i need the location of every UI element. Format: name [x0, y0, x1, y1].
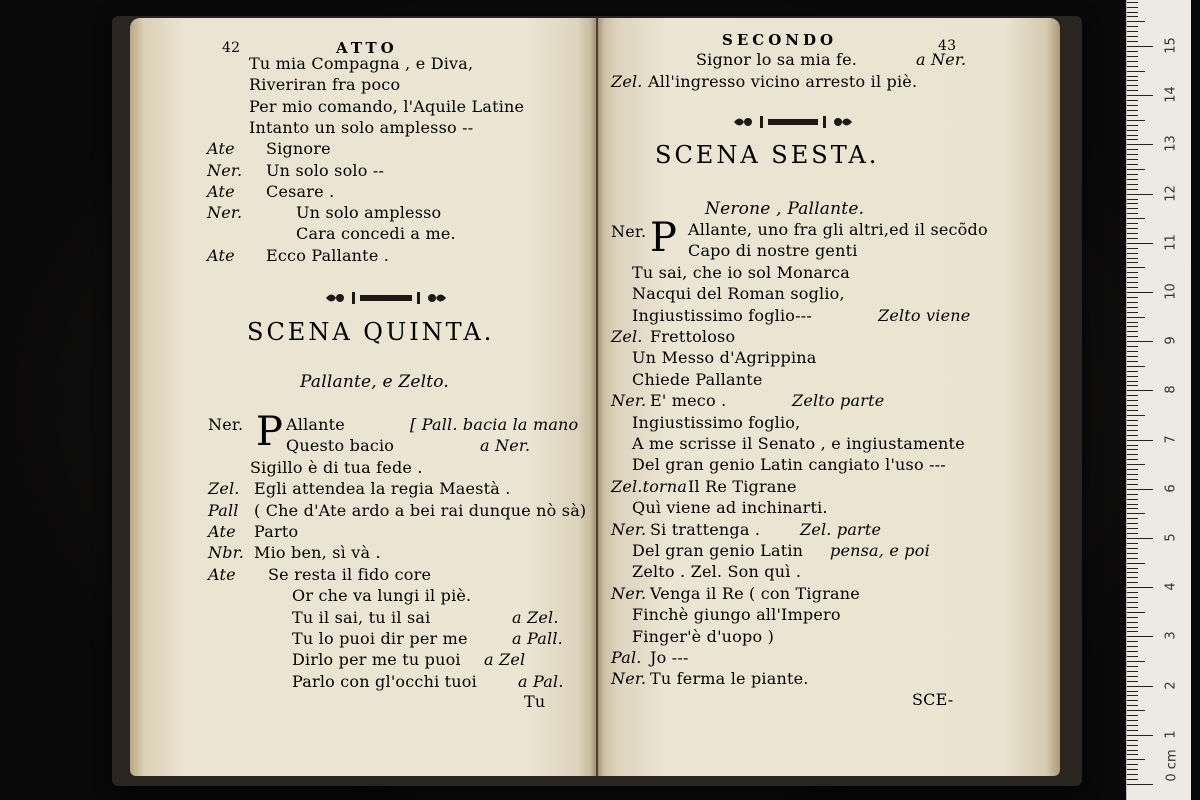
stage-direction: pensa, e poi: [830, 541, 930, 560]
ruler-tick: [1127, 203, 1138, 204]
ruler-tick: [1127, 538, 1153, 539]
ruler-tick: [1127, 135, 1138, 136]
ruler-tick: [1127, 164, 1138, 165]
ruler-tick: [1127, 504, 1138, 505]
speaker-label: Pal.: [611, 648, 642, 667]
ruler-tick: [1127, 528, 1138, 529]
ruler-tick: [1127, 784, 1153, 785]
ruler-tick: [1127, 272, 1138, 273]
ruler-tick: [1127, 681, 1138, 682]
ruler-tick: [1127, 80, 1138, 81]
drop-cap: P: [256, 409, 283, 455]
ruler-tick: [1127, 282, 1138, 283]
ruler-tick: [1127, 410, 1138, 411]
speaker-label: Zel.: [611, 327, 643, 346]
ruler-tick: [1127, 385, 1138, 386]
ruler-tick: [1127, 582, 1138, 583]
ruler-tick: [1127, 469, 1138, 470]
ruler-tick: [1127, 705, 1138, 706]
ruler-tick: [1127, 169, 1145, 170]
ruler-tick: [1127, 489, 1153, 490]
verse-text: Zelto . Zel. Son quì .: [632, 562, 802, 582]
verse-text: Riveriran fra poco: [249, 75, 401, 95]
ruler-tick: [1127, 435, 1138, 436]
speaker-label: Ner.: [611, 669, 647, 689]
ruler-tick: [1127, 248, 1138, 249]
stage-direction: a Pal.: [518, 671, 564, 691]
ruler-tick: [1127, 326, 1138, 327]
ruler-number: 2: [1163, 680, 1179, 690]
verse-text: Ingiustissimo foglio---: [632, 305, 812, 325]
ruler-tick: [1127, 553, 1138, 554]
ruler-number: 5: [1163, 533, 1179, 542]
speaker-label: Ate: [207, 245, 235, 265]
verse-text: Cara concedi a me.: [296, 224, 456, 244]
speaker-label: Ner.: [207, 160, 243, 180]
ruler-tick: [1127, 686, 1153, 687]
ruler-tick: [1127, 631, 1138, 632]
verse-text: Tu il sai, tu il sai: [292, 607, 431, 627]
ruler-tick: [1127, 558, 1138, 559]
ruler-tick: [1127, 646, 1138, 647]
speaker-label: Ner.: [611, 391, 647, 411]
ruler-tick: [1127, 262, 1138, 263]
ruler-tick: [1127, 253, 1138, 254]
ruler-tick: [1127, 710, 1145, 711]
verse-text: Del gran genio Latin: [632, 541, 804, 560]
scene-characters: Nerone , Pallante.: [705, 199, 865, 219]
ruler-tick: [1127, 287, 1138, 288]
ruler-tick: [1127, 36, 1138, 37]
ruler-number: 7: [1163, 434, 1179, 444]
ruler-tick: [1127, 572, 1138, 573]
ruler-tick: [1127, 750, 1138, 751]
ruler-tick: [1127, 725, 1138, 726]
page-number: 42: [222, 40, 241, 56]
ruler-tick: [1127, 617, 1138, 618]
ruler-tick: [1127, 7, 1138, 8]
ruler-tick: [1127, 233, 1138, 234]
ruler-tick: [1127, 12, 1138, 13]
ruler-tick: [1127, 484, 1138, 485]
ruler-tick: [1127, 513, 1145, 514]
speaker-label: Nbr.: [208, 543, 245, 563]
ruler-tick: [1127, 71, 1145, 72]
stage-direction: a Zel.: [512, 607, 559, 627]
ruler-tick: [1127, 474, 1138, 475]
ruler-tick: [1127, 671, 1138, 672]
ruler-tick: [1127, 194, 1153, 195]
ruler-number: 6: [1163, 484, 1179, 493]
verse-text: Jo ---: [650, 648, 689, 667]
ruler-tick: [1127, 543, 1138, 544]
stage-direction: a Ner.: [480, 436, 531, 456]
page-number: 43: [938, 38, 957, 54]
ruler-tick: [1127, 371, 1138, 372]
ruler-tick: [1127, 243, 1153, 244]
catchword: SCE-: [912, 690, 954, 709]
ruler-tick: [1127, 331, 1138, 332]
ruler-unit-label: 0 cm: [1164, 749, 1180, 782]
ruler-tick: [1127, 641, 1138, 642]
ruler-tick: [1127, 563, 1145, 564]
ruler-tick: [1127, 459, 1138, 460]
ruler-tick: [1127, 568, 1138, 569]
verse-text: Mio ben, sì và .: [254, 543, 381, 563]
verse-text: Un Messo d'Agrippina: [632, 348, 817, 368]
ruler-tick: [1127, 700, 1138, 701]
verse-text: Signor lo sa mia fe.: [696, 50, 858, 69]
ruler-tick: [1127, 130, 1138, 131]
ruler-tick: [1127, 440, 1153, 441]
ruler-tick: [1127, 602, 1138, 603]
ruler-tick: [1127, 740, 1138, 741]
speaker-label: Ate: [207, 181, 235, 201]
ruler-number: 8: [1163, 385, 1179, 395]
ruler-tick: [1127, 587, 1153, 588]
ruler-tick: [1127, 735, 1153, 736]
ruler-tick: [1127, 720, 1138, 721]
ruler-tick: [1127, 691, 1138, 692]
verse-text: ( Che d'Ate ardo a bei rai dunque nò sà): [254, 500, 587, 520]
running-head: ATTO: [336, 39, 398, 57]
measuring-ruler: [1126, 0, 1191, 800]
speaker-label: Zel.: [611, 71, 643, 91]
ruler-tick: [1127, 405, 1138, 406]
ruler-tick: [1127, 95, 1153, 96]
speaker-label: Ate: [207, 139, 235, 159]
ruler-tick: [1127, 179, 1138, 180]
ruler-tick: [1127, 508, 1138, 509]
ruler-tick: [1127, 425, 1138, 426]
ruler-tick: [1127, 445, 1138, 446]
verse-text: Chiede Pallante: [632, 369, 763, 389]
verse-text: Dirlo per me tu puoi: [292, 650, 461, 670]
ruler-tick: [1127, 666, 1138, 667]
verse-text: Egli attendea la regia Maestà .: [254, 479, 511, 499]
ruler-tick: [1127, 607, 1138, 608]
ruler-tick: [1127, 661, 1145, 662]
ruler-tick: [1127, 258, 1138, 259]
verse-text: Intanto un solo amplesso --: [249, 117, 474, 137]
ruler-tick: [1127, 21, 1145, 22]
ruler-tick: [1127, 100, 1138, 101]
speaker-label: Ner.: [207, 203, 243, 223]
verse-text: Ingiustissimo foglio,: [632, 412, 801, 432]
ruler-number: 15: [1163, 37, 1179, 54]
verse-text: Quì viene ad inchinarti.: [632, 498, 828, 518]
ruler-tick: [1127, 745, 1138, 746]
ruler-tick: [1127, 420, 1138, 421]
ruler-tick: [1127, 754, 1138, 755]
stage-direction: Zelto viene: [878, 305, 971, 325]
verse-text: All'ingresso vicino arresto il piè.: [648, 71, 918, 91]
ruler-tick: [1127, 479, 1138, 480]
ruler-number: 14: [1163, 86, 1179, 103]
ruler-tick: [1127, 120, 1145, 121]
stage-direction: [ Pall. bacia la mano: [410, 415, 579, 434]
verse-text: Signore: [266, 139, 331, 159]
ruler-tick: [1127, 2, 1138, 3]
ruler-tick: [1127, 66, 1138, 67]
printer-ornament: [730, 113, 856, 131]
ruler-tick: [1127, 622, 1138, 623]
ruler-number: 4: [1163, 582, 1179, 591]
ruler-tick: [1127, 307, 1138, 308]
verse-text: Un solo amplesso: [296, 203, 442, 223]
ruler-tick: [1127, 46, 1153, 47]
speaker-label: Ner.: [611, 583, 647, 603]
ruler-tick: [1127, 636, 1153, 637]
running-head: SECONDO: [722, 31, 838, 49]
book-gutter: [590, 18, 604, 776]
verse-text: Un solo solo --: [266, 160, 385, 180]
ruler-tick: [1127, 759, 1145, 760]
ruler-tick: [1127, 390, 1153, 391]
verse-text: A me scrisse il Senato , e ingiustamente: [632, 434, 965, 453]
ruler-tick: [1127, 769, 1138, 770]
ruler-tick: [1127, 267, 1145, 268]
ruler-tick: [1127, 302, 1138, 303]
ruler-tick: [1127, 31, 1138, 32]
ruler-tick: [1127, 336, 1138, 337]
ruler-tick: [1127, 533, 1138, 534]
speaker-label: Ate: [208, 522, 236, 541]
ruler-tick: [1127, 400, 1138, 401]
ruler-tick: [1127, 56, 1138, 57]
ruler-tick: [1127, 415, 1145, 416]
ruler-tick: [1127, 449, 1138, 450]
ruler-tick: [1127, 85, 1138, 86]
ruler-tick: [1127, 125, 1138, 126]
ruler-tick: [1127, 341, 1153, 342]
verse-text: Il Re Tigrane: [688, 476, 797, 496]
ruler-tick: [1127, 366, 1145, 367]
ruler-tick: [1127, 322, 1138, 323]
ruler-tick: [1127, 292, 1153, 293]
ruler-tick: [1127, 592, 1138, 593]
scene-speaker: Ner.: [611, 222, 647, 241]
ruler-number: 3: [1163, 631, 1179, 641]
ruler-tick: [1127, 16, 1138, 17]
verse-text: Allante: [286, 415, 345, 434]
ruler-number: 13: [1163, 135, 1179, 153]
ruler-tick: [1127, 577, 1138, 578]
ruler-number: 11: [1163, 234, 1179, 251]
ruler-tick: [1127, 381, 1138, 382]
ruler-tick: [1127, 90, 1138, 91]
ruler-tick: [1127, 730, 1138, 731]
verse-text: Per mio comando, l'Aquile Latine: [249, 96, 525, 116]
ruler-tick: [1127, 238, 1138, 239]
ruler-tick: [1127, 312, 1138, 313]
stage-direction: a Pall.: [512, 629, 563, 648]
ruler-tick: [1127, 184, 1138, 185]
verse-text: Tu lo puoi dir per me: [292, 629, 468, 648]
ruler-tick: [1127, 351, 1138, 352]
speaker-label: Ner.: [611, 519, 647, 539]
ruler-tick: [1127, 139, 1138, 140]
ruler-tick: [1127, 41, 1138, 42]
ruler-tick: [1127, 774, 1138, 775]
ruler-tick: [1127, 174, 1138, 175]
ruler-tick: [1127, 223, 1138, 224]
ruler-tick: [1127, 346, 1138, 347]
ruler-tick: [1127, 597, 1138, 598]
ruler-tick: [1127, 159, 1138, 160]
speaker-label: Zel.: [208, 479, 240, 499]
ruler-tick: [1127, 149, 1138, 150]
ruler-tick: [1127, 218, 1145, 219]
ruler-number: 10: [1163, 283, 1179, 300]
verse-text: Allante, uno fra gli altri,ed il secõdo: [688, 220, 988, 239]
ruler-tick: [1127, 115, 1138, 116]
ruler-tick: [1127, 779, 1138, 780]
verse-text: Sigillo è di tua fede .: [250, 457, 423, 477]
ruler-tick: [1127, 208, 1138, 209]
verse-text: Or che va lungi il piè.: [292, 586, 472, 606]
ruler-tick: [1127, 297, 1138, 298]
verse-text: Capo di nostre genti: [688, 241, 858, 261]
verse-text: Parto: [254, 522, 299, 541]
ruler-number: 1: [1163, 730, 1179, 739]
speaker-label: Pall: [208, 500, 239, 520]
ruler-tick: [1127, 61, 1138, 62]
ruler-tick: [1127, 356, 1138, 357]
ruler-tick: [1127, 154, 1138, 155]
ruler-tick: [1127, 494, 1138, 495]
ruler-tick: [1127, 695, 1138, 696]
verse-text: Tu ferma le piante.: [650, 669, 809, 689]
verse-text: Ecco Pallante .: [266, 245, 390, 265]
ruler-tick: [1127, 395, 1138, 396]
ruler-tick: [1127, 627, 1138, 628]
verse-text: Venga il Re ( con Tigrane: [650, 583, 860, 603]
verse-text: Finger'è d'uopo ): [632, 626, 775, 646]
ruler-tick: [1127, 454, 1138, 455]
speaker-label: Ate: [208, 564, 236, 584]
ruler-tick: [1127, 499, 1138, 500]
stage-direction: Zelto parte: [792, 391, 885, 411]
ruler-tick: [1127, 676, 1138, 677]
scene-characters: Pallante, e Zelto.: [300, 372, 450, 392]
ruler-tick: [1127, 76, 1138, 77]
verse-text: Si trattenga .: [650, 519, 761, 539]
ruler-tick: [1127, 361, 1138, 362]
ruler-tick: [1127, 612, 1145, 613]
ruler-tick: [1127, 376, 1138, 377]
ruler-tick: [1127, 464, 1145, 465]
verse-text: Questo bacio: [286, 436, 395, 456]
ruler-tick: [1127, 189, 1138, 190]
ruler-tick: [1127, 430, 1138, 431]
verse-text: Cesare .: [266, 181, 335, 201]
verse-text: Nacqui del Roman soglio,: [632, 284, 845, 304]
stage-direction: a Zel: [484, 650, 526, 670]
ruler-number: 12: [1163, 184, 1179, 202]
speaker-label: Zel.torna: [611, 476, 688, 496]
ruler-number: 9: [1163, 336, 1179, 345]
ruler-tick: [1127, 110, 1138, 111]
stage-direction: Zel. parte: [800, 519, 882, 539]
verse-text: Tu mia Compagna , e Diva,: [249, 54, 474, 73]
ruler-tick: [1127, 523, 1138, 524]
ruler-tick: [1127, 228, 1138, 229]
scene-speaker: Ner.: [208, 415, 244, 434]
drop-cap: P: [650, 215, 677, 261]
ruler-tick: [1127, 105, 1138, 106]
ruler-tick: [1127, 518, 1138, 519]
verse-text: E' meco .: [650, 391, 727, 411]
ruler-tick: [1127, 199, 1138, 200]
ruler-tick: [1127, 51, 1138, 52]
catchword: Tu: [524, 692, 546, 711]
ruler-tick: [1127, 656, 1138, 657]
ruler-tick: [1127, 715, 1138, 716]
ruler-tick: [1127, 26, 1138, 27]
verse-text: Parlo con gl'occhi tuoi: [292, 671, 477, 691]
verse-text: Tu sai, che io sol Monarca: [632, 262, 851, 282]
ruler-tick: [1127, 764, 1138, 765]
printer-ornament: [322, 289, 450, 307]
ruler-tick: [1127, 651, 1138, 652]
verse-text: Finchè giungo all'Impero: [632, 605, 841, 625]
verse-text: Frettoloso: [650, 327, 736, 346]
verse-text: Se resta il fido core: [268, 564, 432, 584]
scene-title: SCENA SESTA.: [655, 141, 880, 169]
ruler-tick: [1127, 548, 1138, 549]
ruler-tick: [1127, 144, 1153, 145]
ruler-tick: [1127, 213, 1138, 214]
ruler-tick: [1127, 317, 1145, 318]
stage-direction: a Ner.: [916, 50, 967, 69]
verse-text: Del gran genio Latin cangiato l'uso ---: [632, 455, 946, 475]
scene-title: SCENA QUINTA.: [247, 318, 495, 346]
ruler-tick: [1127, 277, 1138, 278]
